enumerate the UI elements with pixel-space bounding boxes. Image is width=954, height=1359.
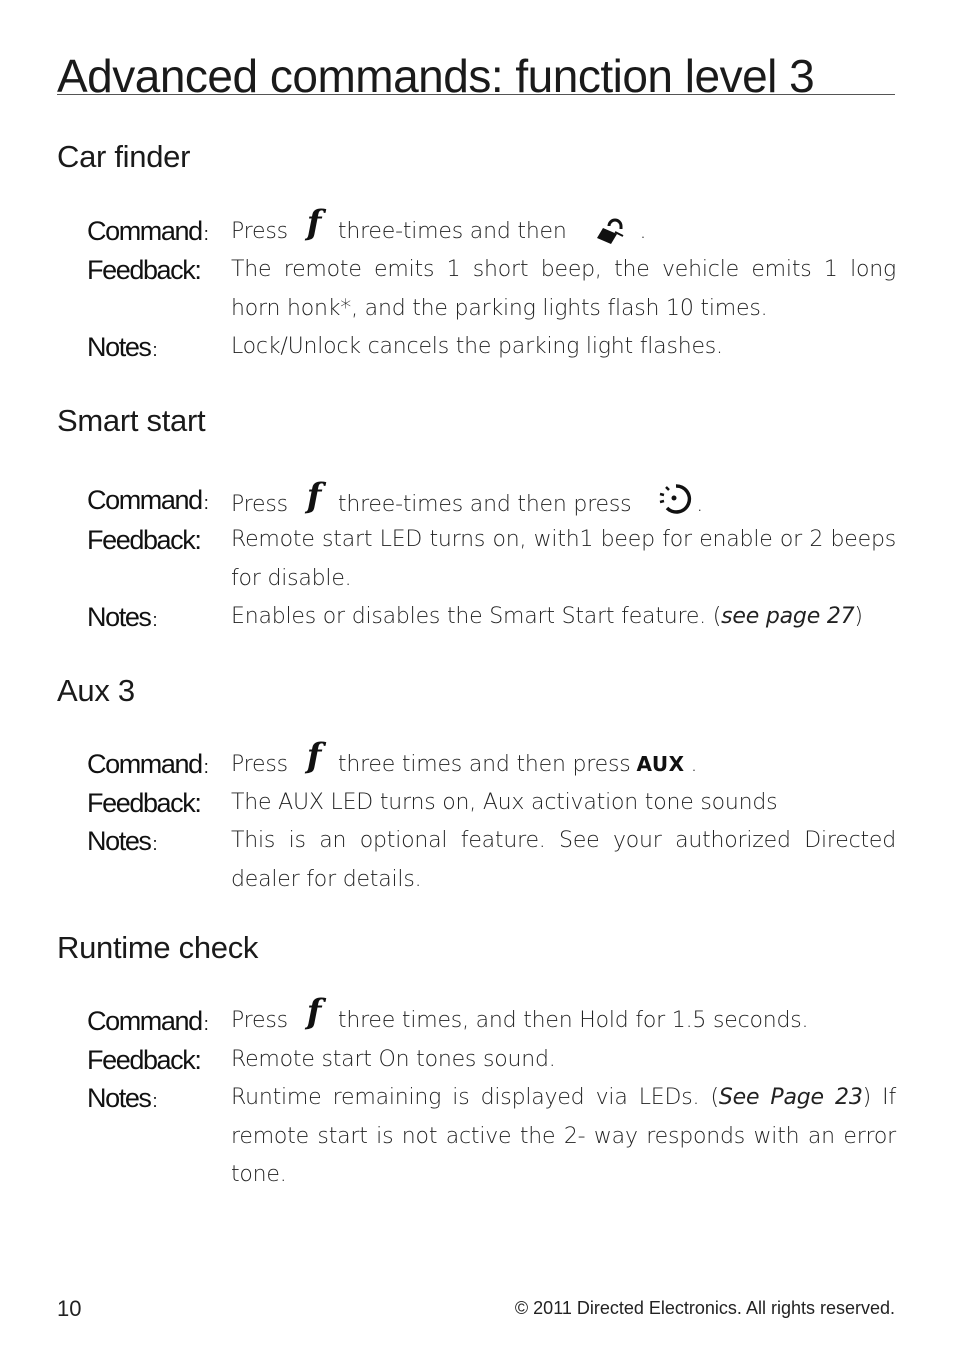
function-f-icon: f <box>306 476 322 516</box>
function-f-icon: f <box>306 992 322 1032</box>
notes-text: This is an optional feature. See your authorized Directed dealer for details. <box>231 828 896 892</box>
notes-label: Notes : <box>87 826 158 856</box>
section-heading-smart-start: Smart start <box>57 403 206 438</box>
page-number: 10 <box>57 1296 82 1321</box>
unlock-icon <box>579 212 639 244</box>
notes-label: Notes : <box>87 1083 158 1113</box>
page-title: Advanced commands: function level 3 <box>57 50 895 95</box>
feedback-text: The AUX LED turns on, Aux activation tone sounds <box>231 790 778 815</box>
section-heading-car-finder: Car finder <box>57 139 191 174</box>
notes-text: Runtime remaining is displayed via LEDs. (See Page 23) If remote start is not active the 2- way responds with an error tone. <box>231 1085 896 1187</box>
function-f-icon: f <box>306 736 322 776</box>
notes-label: Notes : <box>87 332 158 362</box>
notes-label: Notes : <box>87 602 158 632</box>
notes-text: Enables or disables the Smart Start feature. (see page 27) <box>231 604 863 629</box>
copyright-notice: © 2011 Directed Electronics. All rights reserved. <box>514 1298 895 1318</box>
feedback-label: Feedback: <box>87 255 201 285</box>
feedback-label: Feedback: <box>87 525 201 555</box>
command-text: Press f three-times and then press . <box>231 476 704 517</box>
function-f-icon: f <box>306 203 322 243</box>
aux-button-label: AUX <box>636 752 685 776</box>
command-text: Press f three-times and then . <box>231 203 647 244</box>
feedback-text: The remote emits 1 short beep, the vehicle emits 1 long horn honk*, and the parking lights flash 10 times. <box>231 257 896 321</box>
command-text: Press f three times, and then Hold for 1.5 seconds. <box>231 992 809 1033</box>
remote-start-icon <box>646 481 696 515</box>
feedback-label: Feedback: <box>87 788 201 818</box>
section-heading-runtime-check: Runtime check <box>57 930 259 965</box>
notes-text: Lock/Unlock cancels the parking light flashes. <box>231 334 723 359</box>
command-label: Command : <box>87 216 209 246</box>
command-label: Command : <box>87 485 209 515</box>
feedback-text: Remote start LED turns on, with1 beep for enable or 2 beeps for disable. <box>231 527 896 591</box>
feedback-text: Remote start On tones sound. <box>231 1047 556 1072</box>
command-text: Press f three times and then press AUX . <box>231 736 698 777</box>
command-label: Command : <box>87 1006 209 1036</box>
command-label: Command : <box>87 749 209 779</box>
feedback-label: Feedback: <box>87 1045 201 1075</box>
section-heading-aux-3: Aux 3 <box>57 673 135 708</box>
